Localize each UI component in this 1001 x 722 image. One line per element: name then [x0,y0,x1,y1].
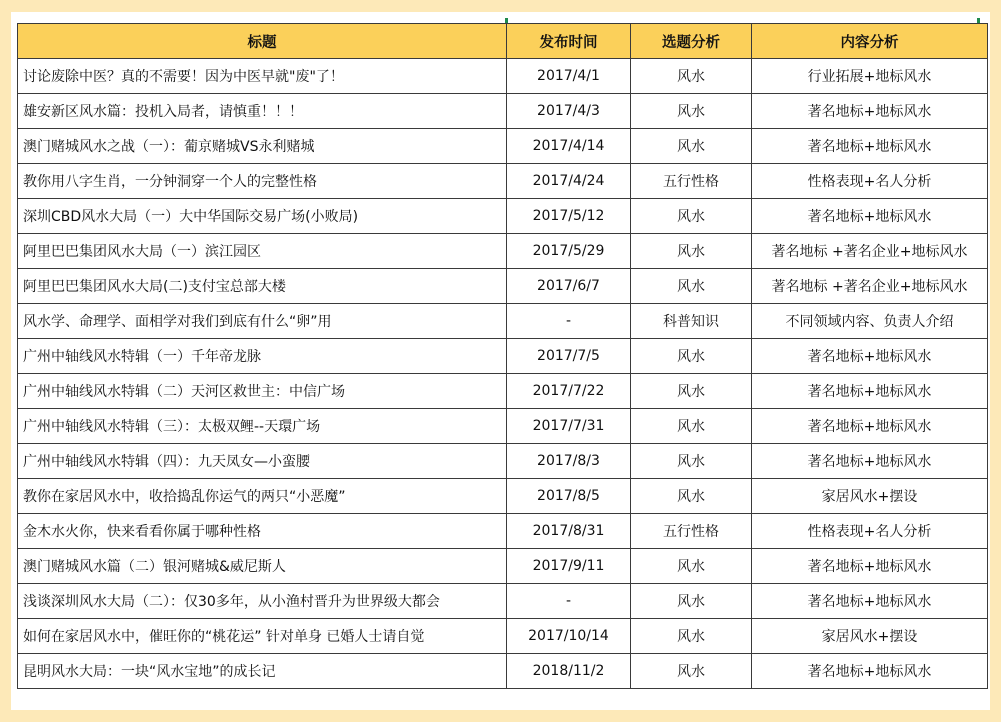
cell-title[interactable]: 教你用八字生肖，一分钟洞穿一个人的完整性格 [18,164,507,199]
cell-analysis[interactable]: 著名地标+地标风水 [752,444,988,479]
table-row [18,234,988,269]
cell-analysis[interactable]: 家居风水+摆设 [752,619,988,654]
cell-topic[interactable]: 风水 [631,199,752,234]
cell-title[interactable]: 昆明风水大局：一块“风水宝地”的成长记 [18,654,507,689]
cell-topic[interactable]: 风水 [631,549,752,584]
cell-date[interactable]: - [507,584,631,619]
cell-analysis[interactable]: 著名地标+地标风水 [752,654,988,689]
cell-title[interactable]: 广州中轴线风水特辑（二）天河区救世主：中信广场 [18,374,507,409]
cell-analysis[interactable]: 著名地标+地标风水 [752,409,988,444]
cell-title[interactable]: 教你在家居风水中，收拾捣乱你运气的两只“小恶魔” [18,479,507,514]
cell-date[interactable]: 2017/4/1 [507,59,631,94]
cell-title[interactable]: 讨论废除中医？真的不需要！因为中医早就"废"了！ [18,59,507,94]
cell-analysis[interactable]: 不同领域内容、负责人介绍 [752,304,988,339]
header-title[interactable]: 标题 [18,24,507,59]
cell-topic[interactable]: 风水 [631,479,752,514]
cell-topic[interactable]: 风水 [631,59,752,94]
cell-date[interactable]: 2017/6/7 [507,269,631,304]
table-body [18,59,988,689]
table-row [18,199,988,234]
header-date[interactable]: 发布时间 [507,24,631,59]
cell-date[interactable]: 2017/4/14 [507,129,631,164]
cell-analysis[interactable]: 性格表现+名人分析 [752,164,988,199]
table-row [18,444,988,479]
cell-title[interactable]: 广州中轴线风水特辑（一）千年帝龙脉 [18,339,507,374]
cell-topic[interactable]: 风水 [631,584,752,619]
cell-analysis[interactable]: 著名地标+地标风水 [752,129,988,164]
table-row [18,514,988,549]
cell-analysis[interactable]: 性格表现+名人分析 [752,514,988,549]
cell-topic[interactable]: 风水 [631,374,752,409]
cell-topic[interactable]: 五行性格 [631,164,752,199]
cell-title[interactable]: 澳门赌城风水篇（二）银河赌城&威尼斯人 [18,549,507,584]
cell-date[interactable]: - [507,304,631,339]
cell-date[interactable]: 2017/7/22 [507,374,631,409]
cell-topic[interactable]: 科普知识 [631,304,752,339]
cell-topic[interactable]: 风水 [631,444,752,479]
header-analysis[interactable]: 内容分析 [752,24,988,59]
cell-date[interactable]: 2017/5/29 [507,234,631,269]
cell-title[interactable]: 广州中轴线风水特辑（四）：九天凤女—小蛮腰 [18,444,507,479]
cell-topic[interactable]: 风水 [631,234,752,269]
table-row [18,59,988,94]
cell-title[interactable]: 雄安新区风水篇：投机入局者，请慎重！！！ [18,94,507,129]
cell-analysis[interactable]: 著名地标 +著名企业+地标风水 [752,269,988,304]
cell-date[interactable]: 2017/4/3 [507,94,631,129]
cell-title[interactable]: 金木水火你，快来看看你属于哪种性格 [18,514,507,549]
cell-title[interactable]: 阿里巴巴集团风水大局(二)支付宝总部大楼 [18,269,507,304]
table-row [18,94,988,129]
cell-analysis[interactable]: 著名地标+地标风水 [752,374,988,409]
article-table [17,23,988,689]
cell-title[interactable]: 澳门赌城风水之战（一）：葡京赌城VS永利赌城 [18,129,507,164]
cell-date[interactable]: 2017/8/31 [507,514,631,549]
table-row [18,304,988,339]
cell-topic[interactable]: 风水 [631,654,752,689]
cell-date[interactable]: 2018/11/2 [507,654,631,689]
cell-title[interactable]: 阿里巴巴集团风水大局（一）滨江园区 [18,234,507,269]
cell-title[interactable]: 广州中轴线风水特辑（三）：太极双鲤--天環广场 [18,409,507,444]
table-row [18,409,988,444]
table-row [18,129,988,164]
cell-date[interactable]: 2017/4/24 [507,164,631,199]
table-row [18,584,988,619]
cell-date[interactable]: 2017/9/11 [507,549,631,584]
cell-date[interactable]: 2017/8/3 [507,444,631,479]
cell-analysis[interactable]: 家居风水+摆设 [752,479,988,514]
table-row [18,339,988,374]
cell-topic[interactable]: 风水 [631,409,752,444]
cell-topic[interactable]: 风水 [631,129,752,164]
table-row [18,374,988,409]
cell-date[interactable]: 2017/7/31 [507,409,631,444]
header-topic[interactable]: 选题分析 [631,24,752,59]
cell-title[interactable]: 如何在家居风水中，催旺你的“桃花运” 针对单身 已婚人士请自觉 [18,619,507,654]
cell-date[interactable]: 2017/5/12 [507,199,631,234]
cell-title[interactable]: 风水学、命理学、面相学对我们到底有什么“卵”用 [18,304,507,339]
cell-title[interactable]: 浅谈深圳风水大局（二）：仅30多年，从小渔村晋升为世界级大都会 [18,584,507,619]
cell-topic[interactable]: 五行性格 [631,514,752,549]
table-row [18,479,988,514]
header-row [18,24,988,59]
cell-analysis[interactable]: 行业拓展+地标风水 [752,59,988,94]
cell-topic[interactable]: 风水 [631,269,752,304]
cell-date[interactable]: 2017/7/5 [507,339,631,374]
table-row [18,619,988,654]
cell-analysis[interactable]: 著名地标+地标风水 [752,199,988,234]
cell-analysis[interactable]: 著名地标+地标风水 [752,549,988,584]
cell-topic[interactable]: 风水 [631,619,752,654]
cell-analysis[interactable]: 著名地标 +著名企业+地标风水 [752,234,988,269]
table-row [18,269,988,304]
cell-analysis[interactable]: 著名地标+地标风水 [752,94,988,129]
table-row [18,549,988,584]
cell-title[interactable]: 深圳CBD风水大局（一）大中华国际交易广场(小败局) [18,199,507,234]
table-row [18,164,988,199]
cell-topic[interactable]: 风水 [631,339,752,374]
spreadsheet-sheet [11,12,990,710]
cell-analysis[interactable]: 著名地标+地标风水 [752,584,988,619]
cell-date[interactable]: 2017/10/14 [507,619,631,654]
table-row [18,654,988,689]
cell-analysis[interactable]: 著名地标+地标风水 [752,339,988,374]
cell-date[interactable]: 2017/8/5 [507,479,631,514]
cell-topic[interactable]: 风水 [631,94,752,129]
